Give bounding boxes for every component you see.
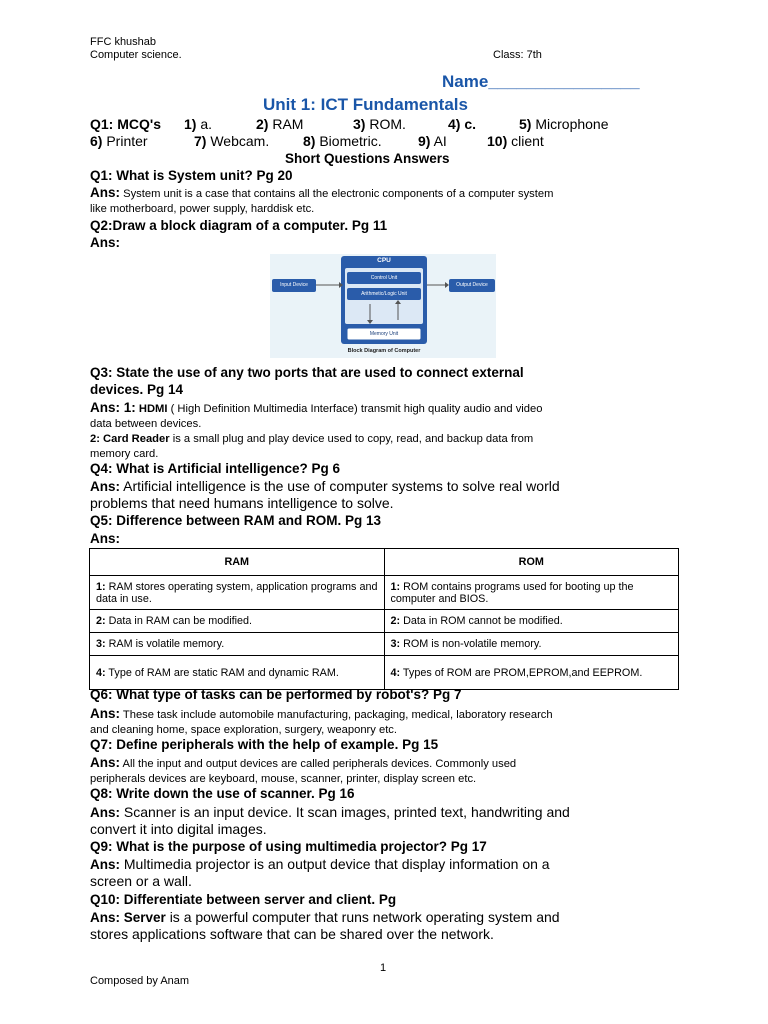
q7-answer: Ans: All the input and output devices are called peripherals devices. Commonly used peripherals devices are keyboard, mouse, scanner, printer, display screen etc. bbox=[90, 755, 517, 785]
mcq-item: 5) Microphone bbox=[519, 116, 609, 132]
diagram-caption: Block Diagram of Computer bbox=[347, 348, 421, 354]
cpu-label: CPU bbox=[377, 257, 391, 264]
table-row bbox=[90, 610, 679, 633]
q9-answer: Ans: Multimedia projector is an output device that display information on a screen or a wall. bbox=[90, 856, 550, 889]
q6-answer: Ans: These task include automobile manufacturing, packaging, medical, laboratory research and cleaning home, space exploration, surgery, weaponry etc. bbox=[90, 706, 553, 736]
mcq-item: 1) a. bbox=[184, 116, 213, 132]
ram-rom-table bbox=[89, 548, 679, 690]
mcq-item: 3) ROM. bbox=[353, 116, 406, 132]
mcq-row-1 bbox=[90, 116, 609, 132]
mcq-item: 9) AI bbox=[418, 133, 447, 149]
table-header: ROM bbox=[384, 549, 679, 576]
q10-answer: Ans: Server is a powerful computer that runs network operating system and stores applications software that can be shared over the network. bbox=[90, 909, 560, 942]
school-name: FFC khushab bbox=[90, 36, 157, 48]
table-cell: 1: ROM contains programs used for booting up the computer and BIOS. bbox=[384, 576, 679, 610]
mcq-label: Q1: MCQ's bbox=[90, 116, 162, 132]
composed-by: Composed by Anam bbox=[90, 975, 190, 987]
block-diagram bbox=[270, 254, 496, 358]
q4-answer: Ans: Artificial intelligence is the use of computer systems to solve real world problems that need humans intelligence to solve. bbox=[90, 478, 560, 511]
q2-question: Q2:Draw a block diagram of a computer. Pg 11 bbox=[90, 218, 388, 233]
control-unit-label: Control Unit bbox=[370, 275, 398, 281]
q4-question: Q4: What is Artificial intelligence? Pg 6 bbox=[90, 461, 341, 476]
subject-name: Computer science. bbox=[90, 49, 182, 61]
memory-unit-label: Memory Unit bbox=[369, 331, 399, 337]
table-cell: 4: Type of RAM are static RAM and dynamic RAM. bbox=[90, 656, 385, 690]
q6-question: Q6: What type of tasks can be performed by robot's? Pg 7 bbox=[90, 687, 462, 702]
name-field bbox=[442, 72, 640, 92]
table-cell: 1: RAM stores operating system, application programs and data in use. bbox=[90, 576, 385, 610]
table-header-row bbox=[90, 549, 679, 576]
q10-question: Q10: Differentiate between server and client. Pg bbox=[90, 892, 397, 907]
class-label: Class: 7th bbox=[493, 49, 542, 61]
q7-question: Q7: Define peripherals with the help of example. Pg 15 bbox=[90, 737, 439, 752]
table-cell: 2: Data in RAM can be modified. bbox=[90, 610, 385, 633]
q1-question: Q1: What is System unit? Pg 20 bbox=[90, 168, 293, 183]
output-device-label: Output Device bbox=[456, 282, 488, 288]
table-cell: 3: ROM is non-volatile memory. bbox=[384, 633, 679, 656]
name-label: Name bbox=[442, 72, 489, 91]
mcq-item: 10) client bbox=[487, 133, 544, 149]
unit-title: Unit 1: ICT Fundamentals bbox=[263, 95, 468, 114]
q9-question: Q9: What is the purpose of using multimedia projector? Pg 17 bbox=[90, 839, 487, 854]
q5-ans-label: Ans: bbox=[90, 531, 120, 546]
name-blank: ________________ bbox=[488, 72, 640, 91]
table-row bbox=[90, 633, 679, 656]
table-cell: 2: Data in ROM cannot be modified. bbox=[384, 610, 679, 633]
q2-ans-label: Ans: bbox=[90, 235, 120, 250]
alu-label: Arithmetic/Logic Unit bbox=[361, 291, 407, 297]
short-questions-heading: Short Questions Answers bbox=[285, 151, 450, 166]
mcq-item: 2) RAM bbox=[256, 116, 304, 132]
table-row bbox=[90, 576, 679, 610]
q3-question: Q3: State the use of any two ports that are used to connect external devices. Pg 14 bbox=[90, 365, 524, 397]
q8-answer: Ans: Scanner is an input device. It scan images, printed text, handwriting and convert it into digital images. bbox=[90, 804, 570, 837]
input-device-label: Input Device bbox=[280, 282, 308, 288]
q1-answer: Ans: System unit is a case that contains all the electronic components of a computer system like motherboard, power supply, harddisk etc. bbox=[90, 185, 554, 215]
q8-question: Q8: Write down the use of scanner. Pg 16 bbox=[90, 786, 355, 801]
mcq-item: 8) Biometric. bbox=[303, 133, 382, 149]
page-number: 1 bbox=[380, 962, 387, 974]
mcq-item: 7) Webcam. bbox=[194, 133, 270, 149]
q5-question: Q5: Difference between RAM and ROM. Pg 13 bbox=[90, 513, 382, 528]
mcq-item: 4) c. bbox=[448, 116, 477, 132]
mcq-row-2 bbox=[90, 133, 650, 150]
mcq-item: 6) Printer bbox=[90, 133, 148, 149]
table-row bbox=[90, 656, 679, 690]
table-header: RAM bbox=[90, 549, 385, 576]
table-cell: 4: Types of ROM are PROM,EPROM,and EEPROM. bbox=[384, 656, 679, 690]
q3-answer: Ans: 1: HDMI ( High Definition Multimedia Interface) transmit high quality audio and video data between devices. 2: Card Reader is a small plug and play device used to copy, read, and backup data from memory card. bbox=[90, 400, 543, 460]
block-diagram-svg bbox=[270, 254, 496, 358]
table-cell: 3: RAM is volatile memory. bbox=[90, 633, 385, 656]
